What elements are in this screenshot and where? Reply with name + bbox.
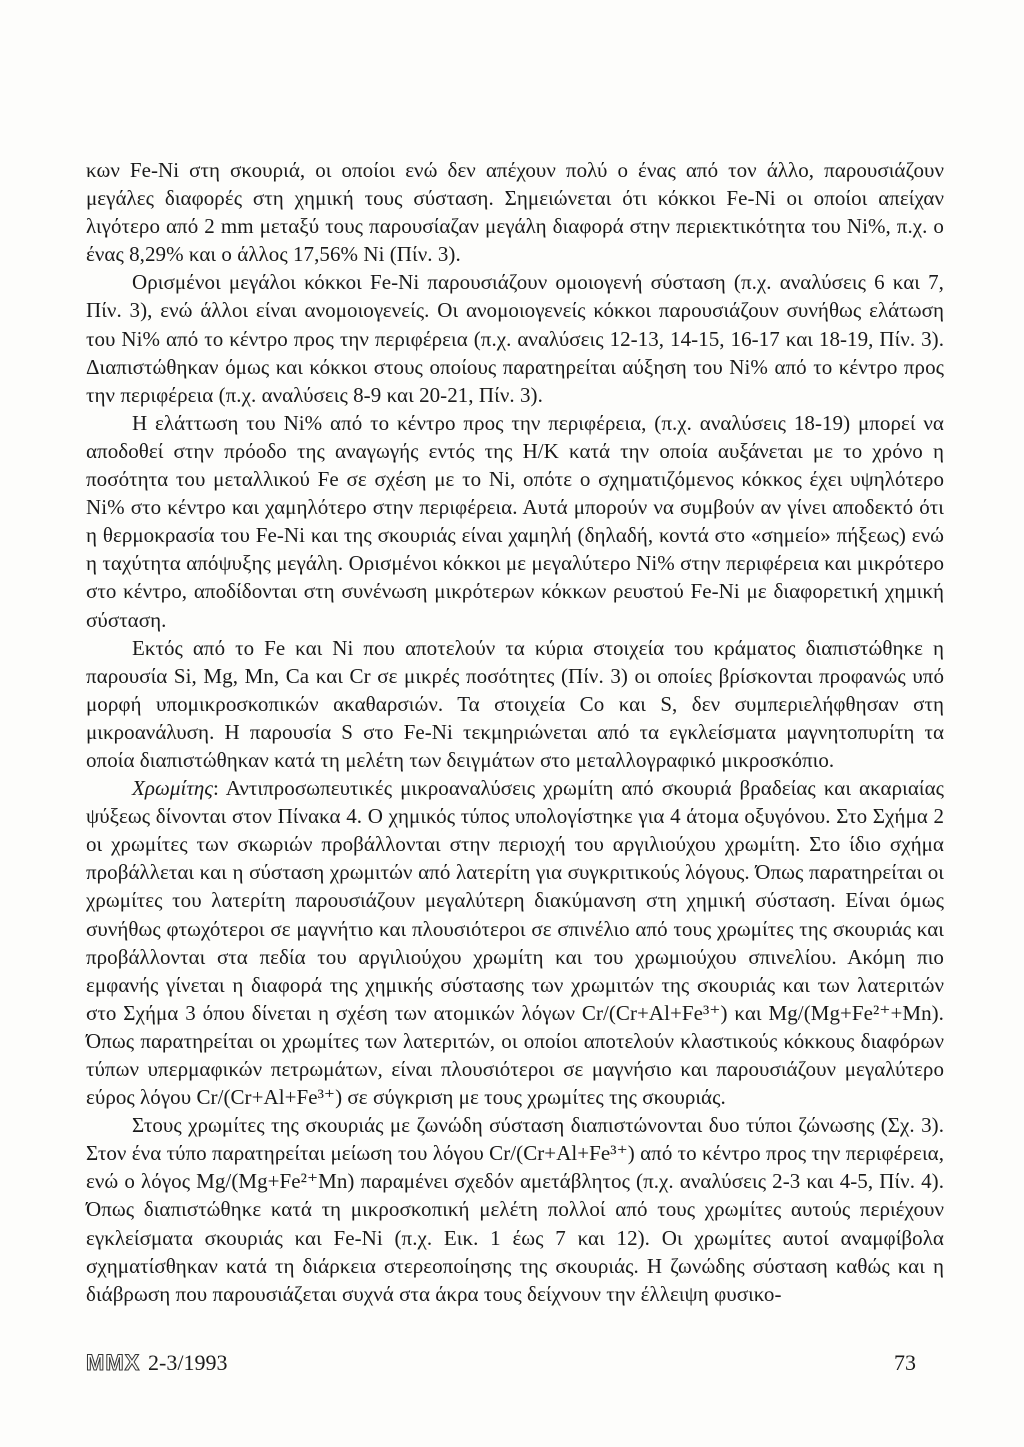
paragraph-5 [86,774,944,1111]
issue-number: 2-3/1993 [148,1350,228,1375]
paragraph-4: Εκτός από το Fe και Ni που αποτελούν τα κύρια στοιχεία του κράματος διαπιστώθηκε η παρουσία Si, Mg, Mn, Ca και Cr σε μικρές ποσότητες (Πίν. 3) οι οποίες βρίσκονται προφανώς υπό μορφή υπομικροσκοπικών ακαθαρσιών. Τα στοιχεία Co και S, δεν συμπεριελήφθησαν στη μικροανάλυση. Η παρουσία S στο Fe-Ni τεκμηριώνεται από τα εγκλείσματα μαγνητοπυρίτη τα οποία διαπιστώθηκαν κατά τη μελέτη των δειγμάτων στο μεταλλογραφικό μικροσκόπιο. [86,635,944,772]
body-text [86,156,944,1308]
paragraph-3: Η ελάττωση του Ni% από το κέντρο προς την περιφέρεια, (π.χ. αναλύσεις 18-19) μπορεί να αποδοθεί στην πρόοδο της αναγωγής εντός της Η/Κ κατά την οποία αυξάνεται με το χρόνο η ποσότητα του μεταλλικού Fe σε σχέση με το Ni, οπότε ο σχηματιζόμενος κόκκος έχει υψηλότερο Ni% στο κέντρο και χαμηλότερο στην περιφέρεια. Αυτά μπορούν να συμβούν αν γίνει αποδεκτό ότι η θερμοκρασία του Fe-Ni και της σκουριάς είναι χαμηλή (δηλαδή, κοντά στο «σημείο» πήξεως) ενώ η ταχύτητα απόψυξης μεγάλη. Ορισμένοι κόκκοι με μεγαλύτερο Ni% στην περιφέρεια και μικρότερο στο κέντρο, αποδίδονται στη συνένωση μικρότερων κόκκων ρευστού Fe-Ni με διαφορετική χημική σύσταση. [86,410,944,632]
paragraph-2: Ορισμένοι μεγάλοι κόκκοι Fe-Ni παρουσιάζουν ομοιογενή σύσταση (π.χ. αναλύσεις 6 και 7, Πίν. 3), ενώ άλλοι είναι ανομοιογενείς. Οι ανομοιογενείς κόκκοι παρουσιάζουν συνήθως ελάτωση του Ni% από το κέντρο προς την περιφέρεια (π.χ. αναλύσεις 12-13, 14-15, 16-17 και 18-19, Πίν. 3). Διαπιστώθηκαν όμως και κόκκοι στους οποίους παρατηρείται αύξηση του Ni% από το κέντρο προς την περιφέρεια (π.χ. αναλύσεις 8-9 και 20-21, Πίν. 3). [86,270,944,407]
paragraph-5-text: : Αντιπροσωπευτικές μικροαναλύσεις χρωμίτη από σκουριά βραδείας και ακαριαίας ψύξεως δίνονται στον Πίνακα 4. Ο χημικός τύπος υπολογίστηκε για 4 άτομα οξυγόνου. Στο Σχήμα 2 οι χρωμίτες των σκωριών προβάλλονται στην περιοχή του αργιλιούχου χρωμίτη. Στο ίδιο σχήμα προβάλλεται και η σύσταση χρωμιτών από λατερίτη για συγκριτικούς λόγους. Όπως παρατηρείται οι χρωμίτες του λατερίτη παρουσιάζουν μεγαλύτερη διακύμανση στη χημική σύσταση. Είναι όμως συνήθως φτωχότεροι σε μαγνήτιο και πλουσιότεροι σε σπινέλιο από τους χρωμίτες της σκουριάς και προβάλλονται στα πεδία του αργιλιούχου χρωμίτη και του χρωμιούχου σπινελίου. Ακόμη πιο εμφανής γίνεται η διαφορά της χημικής σύστασης των χρωμιτών της σκουριάς και των λατεριτών στο Σχήμα 3 όπου δίνεται η σχέση των ατομικών λόγων Cr/(Cr+Al+Fe³⁺) και Mg/(Mg+Fe²⁺+Mn). Όπως παρατηρείται οι χρωμίτες των λατεριτών, οι οποίοι αποτελούν κλαστικούς κόκκους διαφόρων τύπων υπερμαφικών πετρωμάτων, είναι πλουσιότεροι σε μαγνήσιο και παρουσιάζουν μεγαλύτερο εύρος λόγου Cr/(Cr+Al+Fe³⁺) σε σύγκριση με τους χρωμίτες της σκουριάς. [86,776,944,1110]
section-label-chromite: Χρωμίτης [132,776,213,801]
paragraph-1: κων Fe-Ni στη σκουριά, οι οποίοι ενώ δεν απέχουν πολύ ο ένας από τον άλλο, παρουσιάζουν μεγάλες διαφορές στη χημική τους σύσταση. Σημειώνεται ότι κόκκοι Fe-Ni οι οποίοι απείχαν λιγότερο από 2 mm μεταξύ τους παρουσίαζαν μεγάλη διαφορά στην περιεκτικότητα του Ni%, π.χ. ο ένας 8,29% και ο άλλος 17,56% Ni (Πίν. 3). [86,158,944,267]
paragraph-6: Στους χρωμίτες της σκουριάς με ζωνώδη σύσταση διαπιστώνονται δυο τύποι ζώνωσης (Σχ. 3). Στον ένα τύπο παρατηρείται μείωση του λόγου Cr/(Cr+Al+Fe³⁺) από το κέντρο προς την περιφέρεια, ενώ ο λόγος Mg/(Mg+Fe²⁺Mn) παραμένει σχεδόν αμετάβλητος (π.χ. αναλύσεις 2-3 και 4-5, Πίν. 4). Όπως διαπιστώθηκε κατά τη μικροσκοπική μελέτη πολλοί από τους χρωμίτες αυτούς περιέχουν εγκλείσματα σκουριάς και Fe-Ni (π.χ. Εικ. 1 έως 7 και 12). Οι χρωμίτες αυτοί αναμφίβολα σχηματίσθηκαν κατά τη διάρκεια στερεοποίησης της σκουριάς. Η ζωνώδης σύσταση καθώς και η διάβρωση που παρουσιάζεται συχνά στα άκρα τους δείχνουν την έλλειψη φυσικο- [86,1113,944,1306]
journal-logo: ΜΜΧ [86,1350,141,1375]
page-footer [86,1350,944,1380]
page-number: 73 [894,1350,916,1375]
